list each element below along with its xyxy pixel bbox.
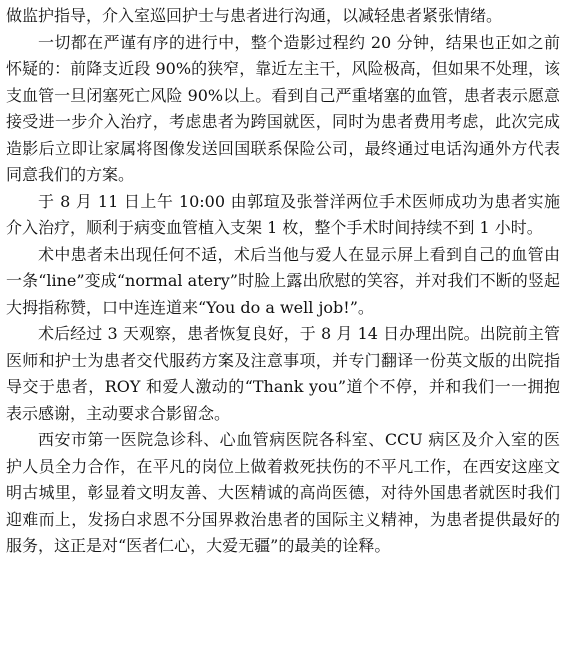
paragraph-3: 于 8 月 11 日上午 10:00 由郭瑄及张誉洋两位手术医师成功为患者实施介入治疗，顺利于病变血管植入支架 1 枚，整个手术时间持续不到 1 小时。 <box>6 191 560 237</box>
paragraph-2: 一切都在严谨有序的进行中，整个造影过程约 20 分钟，结果也正如之前怀疑的：前降支近段 90%的狭窄，靠近左主干，风险极高，但如果不处理，该支血管一旦闭塞死亡风险 90%以上。看到自己严重堵塞的血管，患者表示愿意接受进一步介入治疗，考虑患者为跨国就医，同时为患者费用考虑，此次完成造影后立即让家属将图像发送回国联系保险公司，最终通过电话沟通外方代表同意我们的方案。 <box>6 32 560 184</box>
paragraph-4: 术中患者未出现任何不适，术后当他与爱人在显示屏上看到自己的血管由一条“line”变成“normal atery”时脸上露出欣慰的笑容，并对我们不断的竖起大拇指称赞，口中连连道来“You do a well job!”。 <box>6 244 560 317</box>
paragraph-1: 做监护指导，介入室巡回护士与患者进行沟通，以减轻患者紧张情绪。 <box>6 6 503 25</box>
paragraph-5: 术后经过 3 天观察，患者恢复良好，于 8 月 14 日办理出院。出院前主管医师和护士为患者交代服药方案及注意事项，并专门翻译一份英文版的出院指导交于患者，ROY 和爱人激动的“Thank you”道个不停，并和我们一一拥抱表示感谢，主动要求合影留念。 <box>6 324 560 423</box>
document-body <box>6 3 560 560</box>
paragraph-6: 西安市第一医院急诊科、心血管病医院各科室、CCU 病区及介入室的医护人员全力合作，在平凡的岗位上做着救死扶伤的不平凡工作，在西安这座文明古城里，彰显着文明友善、大医精诚的高尚医德，对待外国患者就医时我们迎难而上，发扬白求恩不分国界救治患者的国际主义精神，为患者提供最好的服务，这正是对“医者仁心，大爱无疆”的最美的诠释。 <box>6 430 560 555</box>
